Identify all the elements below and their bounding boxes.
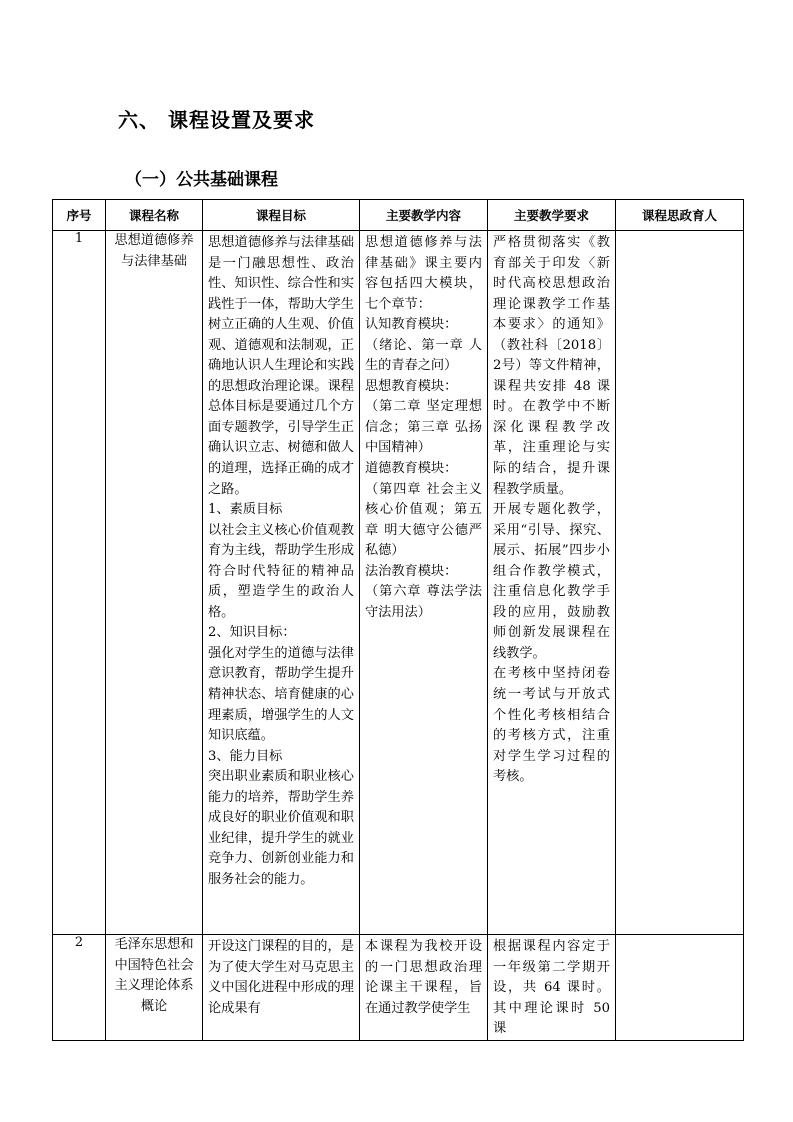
ideology-cell: [616, 231, 744, 935]
content-paragraph: （第六章 尊法学法守法用法）: [365, 584, 482, 620]
row-number: 1: [53, 231, 106, 935]
content-cell: [360, 231, 488, 935]
header-course-name: 课程名称: [106, 200, 203, 231]
content-paragraph: （绪论、第一章 人生的青春之问）: [365, 337, 482, 374]
objective-paragraph: 3、能力目标: [208, 748, 283, 764]
objective-paragraph: 强化对学生的道德与法律意识教育，帮助学生提升精神状态、培育健康的心理素质，增强学生的人文知识底蕴。: [208, 645, 354, 744]
content-paragraph: 思想道德修养与法律基础》课主要内容包括四大模块，七个章节：: [365, 235, 482, 312]
ideology-text: [616, 935, 743, 937]
course-name: 毛泽东思想和中国特色社会主义理论体系概论: [114, 937, 194, 1014]
objective-paragraph: 以社会主义核心价值观教育为主线，帮助学生形成符合时代特征的精神品质，塑造学生的政治人格。: [208, 522, 354, 620]
header-requirements: 主要教学要求: [488, 200, 616, 231]
requirement-paragraph: 根据课程内容定于一年级第二学期开设，共 64 课时。其中理论课时 50 课: [493, 939, 610, 1037]
course-table: [52, 199, 744, 1041]
objectives-cell: [203, 935, 360, 1041]
ideology-text: [616, 231, 743, 233]
objective-paragraph: 思想道德修养与法律基础是一门融思想性、政治性、知识性、综合性和实践性于一体，帮助大学生树立正确的人生观、价值观、道德观和法制观，正确地认识人生理论和实践的思想政治理论课。课程总体目标是要通过几个方面专题教学，引导学生正确认识立志、树德和做人的道理，选择正确的成才之路。: [208, 235, 354, 497]
table-header-row: [53, 200, 744, 231]
requirement-paragraph: 严格贯彻落实《教育部关于印发〈新时代高校思想政治理论课教学工作基本要求〉的通知》（教社科〔2018〕2号）等文件精神，课程共安排 48 课时。在教学中不断深化课程教学改革，注重理论与实际的结合，提升课程教学质量。: [493, 235, 610, 497]
requirements-cell: [488, 231, 616, 935]
requirements-cell: [488, 935, 616, 1041]
content-paragraph: （第二章 坚定理想信念；第三章 弘扬中国精神）: [365, 399, 482, 456]
subsection-title: （一）公共基础课程: [125, 170, 278, 190]
content-paragraph: 思想教育模块：: [365, 378, 458, 394]
content-paragraph: 本课程为我校开设的一门思想政治理论课主干课程，旨在通过教学使学生: [365, 939, 482, 1016]
objective-paragraph: 突出职业素质和职业核心能力的培养，帮助学生养成良好的职业价值观和职业纪律，提升学生的就业竞争力、创新创业能力和服务社会的能力。: [208, 769, 354, 887]
objective-paragraph: 1、素质目标: [208, 502, 283, 518]
objectives-cell: [203, 231, 360, 935]
course-name-cell: [106, 935, 203, 1041]
header-content: 主要教学内容: [360, 200, 488, 231]
requirement-paragraph: 在考核中坚持闭卷统一考试与开放式个性化考核相结合的考核方式，注重对学生学习过程的考核。: [493, 666, 610, 785]
content-cell: [360, 935, 488, 1041]
table-row: [53, 935, 744, 1041]
objective-paragraph: 开设这门课程的目的，是为了使大学生对马克思主义中国化进程中形成的理论成果有: [208, 939, 354, 1016]
section-title: 六、 课程设置及要求: [118, 108, 315, 132]
content-paragraph: 道德教育模块：: [365, 461, 458, 477]
course-name-cell: [106, 231, 203, 935]
course-name: 思想道德修养与法律基础: [114, 233, 194, 269]
row-number: 2: [53, 935, 106, 1041]
requirement-paragraph: 开展专题化教学，采用“引导、探究、展示、拓展”四步小组合作教学模式，注重信息化教学手段的应用，鼓励教师创新发展课程在线教学。: [493, 502, 610, 661]
header-no: 序号: [53, 200, 106, 231]
content-paragraph: 认知教育模块：: [365, 317, 458, 333]
content-paragraph: （第四章 社会主义核心价值观；第五章 明大德守公德严私德）: [365, 481, 482, 559]
header-objectives: 课程目标: [203, 200, 360, 231]
table-row: [53, 231, 744, 935]
header-ideology: 课程思政育人: [616, 200, 744, 231]
ideology-cell: [616, 935, 744, 1041]
objective-paragraph: 2、知识目标：: [208, 625, 296, 641]
content-paragraph: 法治教育模块：: [365, 563, 458, 579]
